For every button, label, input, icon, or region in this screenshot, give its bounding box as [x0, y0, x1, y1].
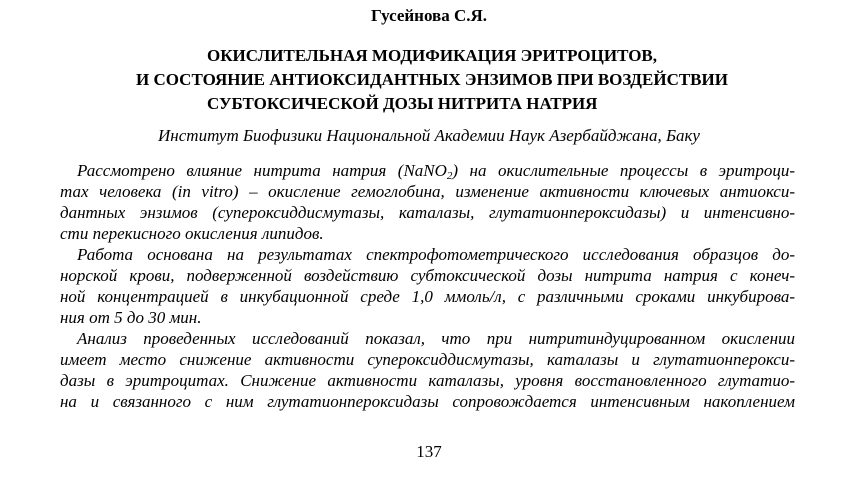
- body-text: ) на окислительные процессы в эритроци-: [452, 161, 795, 180]
- body-line: норской крови, подверженной воздействию субтоксической дозы нитрита натрия с конеч-: [60, 266, 795, 285]
- body-text: Рассмотрено влияние нитрита натрия (NaNO: [77, 161, 447, 180]
- affiliation: Институт Биофизики Национальной Академии Наук Азербайджана, Баку: [158, 126, 700, 145]
- title-line-2: И СОСТОЯНИЕ АНТИОКСИДАНТНЫХ ЭНЗИМОВ ПРИ ВОЗДЕЙСТВИИ: [136, 70, 728, 89]
- body-line: имеет место снижение активности супероксиддисмутазы, каталазы и глутатионперокси-: [60, 350, 795, 369]
- body-line: ной концентрацией в инкубационной среде 1,0 ммоль/л, с различными сроками инкубирова-: [60, 287, 795, 306]
- body-line: на и связанного с ним глутатионпероксидазы сопровождается интенсивным накоплением: [60, 392, 795, 411]
- subscript: 2: [446, 170, 453, 182]
- body-line: дазы в эритроцитах. Снижение активности каталазы, уровня восстановленного глутатио-: [60, 371, 795, 390]
- body-line: сти перекисного окисления липидов.: [60, 224, 324, 243]
- body-line: Работа основана на результатах спектрофотометрического исследования образцов до-: [77, 245, 795, 264]
- body-line: [77, 161, 795, 181]
- title-line-3: СУБТОКСИЧЕСКОЙ ДОЗЫ НИТРИТА НАТРИЯ: [207, 94, 598, 113]
- body-line: Анализ проведенных исследований показал, что при нитритиндуцированном окислении: [77, 329, 795, 348]
- body-line: дантных энзимов (супероксиддисмутазы, каталазы, глутатионпероксидазы) и интенсивно-: [60, 203, 795, 222]
- title-line-1: ОКИСЛИТЕЛЬНАЯ МОДИФИКАЦИЯ ЭРИТРОЦИТОВ,: [207, 46, 658, 65]
- author: Гусейнова С.Я.: [370, 6, 488, 25]
- body-line: тах человека (in vitro) – окисление гемоглобина, изменение активности ключевых антиокси-: [60, 182, 795, 201]
- body-line: ния от 5 до 30 мин.: [60, 308, 202, 327]
- page-number: 137: [416, 442, 442, 461]
